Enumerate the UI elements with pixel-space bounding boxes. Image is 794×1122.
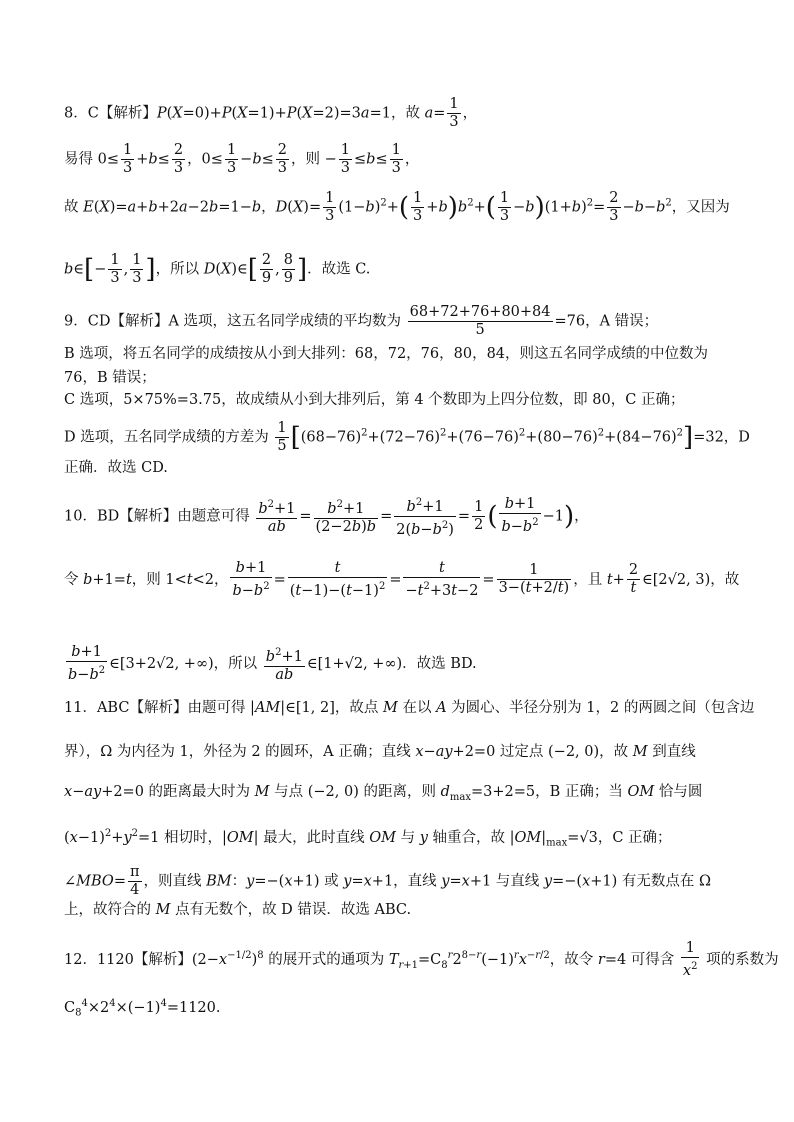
q12-line-2: $C_8^4\times 2^4\times(-1)^4=1120$.: [64, 998, 221, 1019]
q10-line-1: 10．BD【解析】由题意可得 $\frac{b^2+1}{ab}$ = $\frac{b^2+1}{(2-2b)b}$ = $\frac{b^2+1}{2(b-b^2)}$ = $\frac{1}{2}$ ( $\frac{b+1}{b-b^2}$ −1)，: [64, 494, 734, 539]
q9-line-4: D 选项，五名同学成绩的方差为 $\frac{1}{5}$ $[(68-76)^2+(72-76)^2+(76-76)^2+(80-76)^2+(84-76)^2]=32$，D: [64, 420, 750, 454]
q11-line-5: ∠MBO= $\frac{\pi}{4}$ ，则直线 BM：y=−(x+1) 或 y=x+1，直线 y=x+1 与直线 y=−(x+1) 有无数点在 Ω: [64, 864, 712, 898]
q10-line-3: $\frac{b+1}{b-b^2}$ ∈[3+2√2, +∞)，所以 $\frac{b^2+1}{ab}$ ∈[1+√2, +∞)．故选 BD.: [68, 644, 477, 683]
q9-line-5: 正确．故选 CD.: [64, 460, 168, 476]
q9-line-2: B 选项，将五名同学的成绩按从小到大排列：68，72，76，80，84，则这五名同学成绩的中位数为 76，B 错误；: [64, 346, 709, 386]
q11-line-2: 界），Ω 为内径为 1，外径为 2 的圆环，A 正确；直线 x−ay+2=0 过定点 (−2, 0)，故 M 到直线: [64, 744, 696, 760]
q8-line-4: b∈[− $\frac{1}{3}$ , $\frac{1}{3}$ ]，所以 D(X)∈[ $\frac{2}{9}$ , $\frac{8}{9}$ ]．故选 C.: [64, 252, 371, 286]
q10-line-2: 令 b+1=t，则 1<t<2， $\frac{b+1}{b-b^2}$ = $\frac{t}{(t-1)-(t-1)^2}$ = $\frac{t}{-t^2+3t-2}$ = $\frac{1}{3-(t+2/t)}$ ，且 t+ $\frac{2}{t}$ ∈[2√2, 3)，故: [64, 560, 740, 599]
q8-line-2: 易得 0≤ $\frac{1}{3}$ +b≤ $\frac{2}{3}$ ，0≤ $\frac{1}{3}$ −b≤ $\frac{2}{3}$ ，则 − $\frac{1}{3}$ ≤b≤ $\frac{1}{3}$ ，: [64, 142, 420, 176]
q8-line-1: 8．C【解析】P(X=0)+P(X=1)+P(X=2)=3a=1，故 a= $\frac{1}{3}$ ，: [64, 96, 478, 130]
q9-line-3: C 选项，5×75%=3.75，故成绩从小到大排列后，第 4 个数即为上四分位数，即 80，C 正确；: [64, 392, 685, 408]
q11-line-4: $(x-1)^2+y^2=1$ 相切时，|OM| 最大，此时直线 OM 与 y 轴重合，故 $|OM|_{max}=√3$，C 正确；: [64, 828, 672, 849]
q11-line-6: 上，故符合的 M 点有无数个，故 D 错误．故选 ABC.: [64, 902, 412, 918]
q11-line-3: x−ay+2=0 的距离最大时为 M 与点 (−2, 0) 的距离，则 $d_{max}=3+2=5$，B 正确；当 OM 恰与圆: [64, 784, 703, 803]
q11-line-1: 11．ABC【解析】由题可得 |AM|∈[1, 2]，故点 M 在以 A 为圆心、半径分别为 1，2 的两圆之间（包含边: [64, 700, 755, 716]
q9-line-1: 9．CD【解析】A 选项，这五名同学成绩的平均数为 $\frac{68+72+76+80+84}{5}$ =76，A 错误；: [64, 304, 659, 338]
q8-line-3: 故 E(X)=a+b+2a−2b=1−b，D(X)= $\frac{1}{3}$ $(1-b)^2+$( $\frac{1}{3}$ $+b)b^2+$( $\frac{1}{3}$ $-b)(1+b)^2=$ $\frac{2}{3}$ $-b-b^2$，又因为: [64, 190, 730, 224]
q12-line-1: 12．1120【解析】$(2-x^{-1/2})^8$ 的展开式的通项为 $T_{r+1}=C_8^r2^{8-r}(-1)^rx^{-r/2}$，故令 r=4 可得含 $\frac{1}{x^2}$ 项的系数为: [64, 940, 779, 979]
